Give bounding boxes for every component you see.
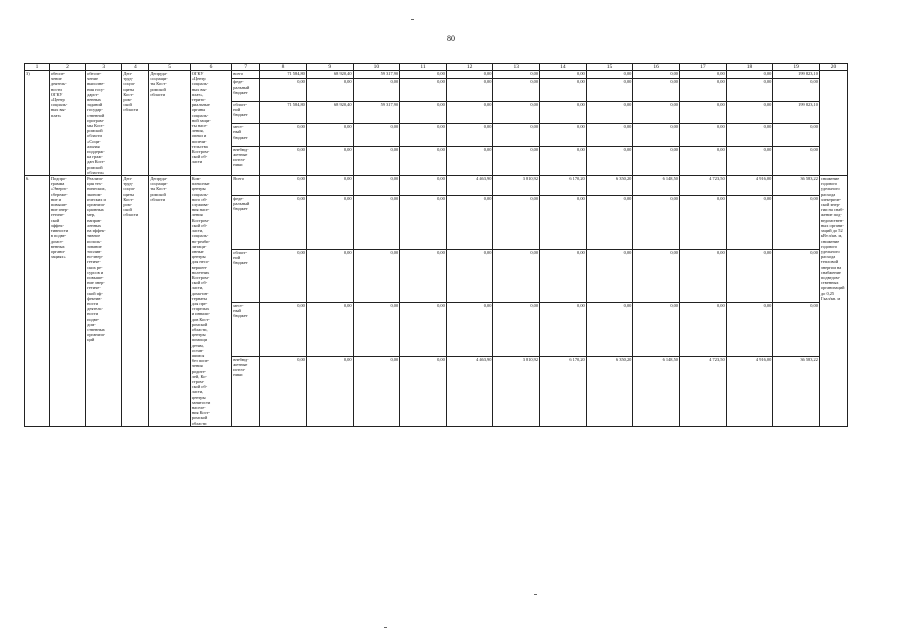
column-number: 14 bbox=[540, 64, 587, 71]
cell-text: Деп- труд- соцза- щиты Кост- ром- ской области bbox=[123, 71, 139, 113]
amount-cell: 0,00 bbox=[680, 249, 727, 303]
amount-cell: 0,00 bbox=[400, 124, 447, 146]
column-number: 7 bbox=[232, 64, 260, 71]
amount-cell: 0,00 bbox=[680, 79, 727, 101]
amount-cell: 6 170,20 bbox=[540, 356, 587, 426]
cell-text: Реализа- ция тех- нических, эконом- ических и организа- ционных мер, направ- ленных на эффек- тивное исполь- зование топлив- но-энер- гетиче- ских ре- сурсов и повыше- ние энер- гетиче- ской эф- фектив- ности деятель- ности подве- дом- ственных организа- ций bbox=[87, 176, 106, 343]
row3-result-cell bbox=[819, 71, 847, 176]
amount-cell: 4 463,90 bbox=[446, 176, 493, 196]
amount-cell: 0,00 bbox=[726, 196, 773, 250]
amount-cell: 199 823,10 bbox=[773, 71, 820, 79]
amount-cell: 0,00 bbox=[680, 124, 727, 146]
amount-cell: 0,00 bbox=[680, 303, 727, 357]
scan-mark bbox=[534, 594, 537, 595]
amount-cell: 0,00 bbox=[260, 79, 307, 101]
row6-num-cell bbox=[25, 176, 50, 427]
amount-cell: 0,00 bbox=[773, 79, 820, 101]
page-number: 80 bbox=[447, 34, 455, 43]
amount-cell: 0,00 bbox=[446, 249, 493, 303]
amount-cell: 59 317,90 bbox=[353, 101, 400, 123]
amount-cell: 68 920,40 bbox=[306, 101, 353, 123]
amount-cell: 0,00 bbox=[400, 196, 447, 250]
amount-cell: 0,00 bbox=[633, 146, 680, 175]
amount-cell: 0,00 bbox=[633, 79, 680, 101]
amount-cell: 0,00 bbox=[446, 101, 493, 123]
amount-cell: 0,00 bbox=[586, 249, 633, 303]
funding-source-label bbox=[232, 101, 260, 123]
amount-cell: 0,00 bbox=[680, 101, 727, 123]
amount-cell: 0,00 bbox=[306, 356, 353, 426]
cell-text: ОГКУ «Центр социаль- ных вы- плат», терито- риальные органы социаль- ной защи- ты насе- ления, опеки и попечи- тельства Костром- ской об- ласти bbox=[191, 71, 211, 165]
amount-cell: 0,00 bbox=[306, 146, 353, 175]
amount-cell: 0,00 bbox=[493, 196, 540, 250]
amount-cell: 0,00 bbox=[586, 196, 633, 250]
amount-cell: 0,00 bbox=[306, 249, 353, 303]
cell-text: мест- ный бюджет bbox=[233, 303, 248, 319]
amount-cell: 0,00 bbox=[540, 71, 587, 79]
amount-cell: 0,00 bbox=[540, 196, 587, 250]
amount-cell: 0,00 bbox=[400, 249, 447, 303]
amount-cell: 0,00 bbox=[586, 79, 633, 101]
column-number-row bbox=[25, 64, 848, 71]
amount-cell: 0,00 bbox=[353, 176, 400, 196]
amount-cell: 0,00 bbox=[493, 303, 540, 357]
cell-text: внебюд- жетные источ- ники bbox=[233, 356, 249, 378]
amount-cell: 0,00 bbox=[726, 101, 773, 123]
column-number: 5 bbox=[149, 64, 190, 71]
column-number: 18 bbox=[726, 64, 773, 71]
cell-text: Депруда- соцзащи- ты Кост- ромской области bbox=[150, 176, 168, 202]
amount-cell: 0,00 bbox=[680, 146, 727, 175]
amount-cell: 0,00 bbox=[493, 71, 540, 79]
cell-text: 6. bbox=[26, 176, 30, 182]
column-number: 20 bbox=[819, 64, 847, 71]
cell-text: всего bbox=[233, 71, 244, 76]
row6-c5-cell bbox=[149, 176, 190, 427]
amount-cell: 0,00 bbox=[400, 79, 447, 101]
row3-c6-cell bbox=[190, 71, 231, 176]
row6-c6-cell bbox=[190, 176, 231, 427]
funding-source-label bbox=[232, 249, 260, 303]
funding-source-label bbox=[232, 146, 260, 175]
column-number: 17 bbox=[680, 64, 727, 71]
column-number: 2 bbox=[49, 64, 85, 71]
funding-source-label bbox=[232, 303, 260, 357]
column-number: 10 bbox=[353, 64, 400, 71]
amount-cell: 0,00 bbox=[633, 71, 680, 79]
amount-cell: 0,00 bbox=[260, 356, 307, 426]
program-table bbox=[24, 63, 848, 427]
amount-cell: 0,00 bbox=[446, 146, 493, 175]
cell-text: феде- ральный бюджет bbox=[233, 79, 250, 95]
funding-source-label bbox=[232, 176, 260, 196]
amount-cell: 0,00 bbox=[633, 249, 680, 303]
amount-cell: 59 317,90 bbox=[353, 71, 400, 79]
amount-cell: 0,00 bbox=[400, 176, 447, 196]
amount-cell: 0,00 bbox=[446, 79, 493, 101]
table-row bbox=[25, 176, 848, 196]
amount-cell: 0,00 bbox=[586, 303, 633, 357]
row6-c4-cell bbox=[122, 176, 149, 427]
column-number: 8 bbox=[260, 64, 307, 71]
amount-cell: 6 148,50 bbox=[633, 356, 680, 426]
column-number: 16 bbox=[633, 64, 680, 71]
amount-cell: 0,00 bbox=[446, 303, 493, 357]
amount-cell: 0,00 bbox=[773, 249, 820, 303]
column-number: 19 bbox=[773, 64, 820, 71]
amount-cell: 0,00 bbox=[586, 124, 633, 146]
amount-cell: 0,00 bbox=[353, 146, 400, 175]
row3-c4-cell bbox=[122, 71, 149, 176]
cell-text: мест- ный бюджет bbox=[233, 124, 248, 140]
amount-cell: 0,00 bbox=[306, 124, 353, 146]
funding-source-label bbox=[232, 196, 260, 250]
amount-cell: 0,00 bbox=[306, 79, 353, 101]
amount-cell: 0,00 bbox=[260, 124, 307, 146]
amount-cell: 68 920,40 bbox=[306, 71, 353, 79]
row3-c3-cell bbox=[86, 71, 122, 176]
cell-text: област- ной бюджет bbox=[233, 249, 248, 265]
amount-cell: 0,00 bbox=[726, 79, 773, 101]
amount-cell: 0,00 bbox=[773, 146, 820, 175]
column-number: 11 bbox=[400, 64, 447, 71]
amount-cell: 0,00 bbox=[400, 356, 447, 426]
amount-cell: 0,00 bbox=[493, 146, 540, 175]
amount-cell: 0,00 bbox=[773, 196, 820, 250]
amount-cell: 0,00 bbox=[726, 146, 773, 175]
amount-cell: 0,00 bbox=[726, 303, 773, 357]
amount-cell: 0,00 bbox=[353, 356, 400, 426]
funding-source-label bbox=[232, 71, 260, 79]
amount-cell: 4 723,50 bbox=[680, 356, 727, 426]
amount-cell: 0,00 bbox=[306, 196, 353, 250]
amount-cell: 6 148,50 bbox=[633, 176, 680, 196]
amount-cell: 0,00 bbox=[353, 124, 400, 146]
amount-cell: 0,00 bbox=[540, 249, 587, 303]
amount-cell: 0,00 bbox=[680, 71, 727, 79]
column-number: 15 bbox=[586, 64, 633, 71]
amount-cell: 0,00 bbox=[260, 146, 307, 175]
cell-text: област- ной бюджет bbox=[233, 101, 248, 118]
amount-cell: 0,00 bbox=[306, 303, 353, 357]
amount-cell: 0,00 bbox=[493, 124, 540, 146]
cell-text: Депруда- соцзащи- ты Кост- ромской области bbox=[150, 71, 168, 97]
amount-cell: 0,00 bbox=[446, 71, 493, 79]
amount-cell: 0,00 bbox=[493, 249, 540, 303]
amount-cell: 0,00 bbox=[726, 124, 773, 146]
amount-cell: 0,00 bbox=[260, 196, 307, 250]
amount-cell: 0,00 bbox=[633, 303, 680, 357]
cell-text: 3) bbox=[26, 71, 30, 76]
amount-cell: 36 583,22 bbox=[773, 356, 820, 426]
cell-text: обеспе- чение выполне- ния госу- дарст- венных заданий государ- ственной програм- мы Кост- ромской области «Соци- альная поддерж- ка граж- дан Кост- ромской области» bbox=[87, 71, 106, 175]
amount-cell: 0,00 bbox=[540, 124, 587, 146]
cell-text: феде- ральный бюджет bbox=[233, 196, 250, 212]
amount-cell: 4 463,90 bbox=[446, 356, 493, 426]
amount-cell: 0,00 bbox=[540, 303, 587, 357]
amount-cell: 0,00 bbox=[446, 196, 493, 250]
amount-cell: 0,00 bbox=[353, 196, 400, 250]
amount-cell: 0,00 bbox=[400, 146, 447, 175]
row3-c5-cell bbox=[149, 71, 190, 176]
amount-cell: 71 584,80 bbox=[260, 101, 307, 123]
funding-source-label bbox=[232, 79, 260, 101]
row6-c2-cell bbox=[49, 176, 85, 427]
column-number: 13 bbox=[493, 64, 540, 71]
amount-cell: 4 723,50 bbox=[680, 176, 727, 196]
amount-cell: 0,00 bbox=[353, 303, 400, 357]
scan-mark bbox=[411, 19, 414, 20]
amount-cell: 0,00 bbox=[680, 196, 727, 250]
column-number: 12 bbox=[446, 64, 493, 71]
column-number: 1 bbox=[25, 64, 50, 71]
amount-cell: 4 916,00 bbox=[726, 176, 773, 196]
cell-text: Подпро- грамма «Энерго- сбереже- ние и повыше- ние энер- гетиче- ской эффек- тивности в подве- домст- венных органи- зациях» bbox=[50, 176, 69, 260]
amount-cell: 0,00 bbox=[400, 303, 447, 357]
amount-cell: 6 350,20 bbox=[586, 356, 633, 426]
column-number: 9 bbox=[306, 64, 353, 71]
amount-cell: 0,00 bbox=[493, 79, 540, 101]
amount-cell: 0,00 bbox=[586, 146, 633, 175]
amount-cell: 0,00 bbox=[260, 249, 307, 303]
amount-cell: 3 810,92 bbox=[493, 176, 540, 196]
row3-c2-cell bbox=[49, 71, 85, 176]
amount-cell: 0,00 bbox=[633, 124, 680, 146]
amount-cell: 0,00 bbox=[633, 101, 680, 123]
cell-text: снижение годового удельного расхода электриче- ской энер- гии на снаб- жение под- ведомствен- ных органи- заций до 52 кВт.ч/кв. м, снижение годового удельного расхода тепловой энергии на снабжение подведом- ственных организаций до 0,25 Гкал/кв. м bbox=[820, 176, 845, 301]
amount-cell: 0,00 bbox=[540, 79, 587, 101]
amount-cell: 0,00 bbox=[773, 124, 820, 146]
row6-result-cell bbox=[819, 176, 847, 427]
amount-cell: 199 823,10 bbox=[773, 101, 820, 123]
amount-cell: 6 350,20 bbox=[586, 176, 633, 196]
amount-cell: 0,00 bbox=[446, 124, 493, 146]
amount-cell: 0,00 bbox=[260, 176, 307, 196]
amount-cell: 0,00 bbox=[540, 101, 587, 123]
scan-mark bbox=[384, 627, 387, 628]
amount-cell: 0,00 bbox=[306, 176, 353, 196]
cell-text: Ком- плексные центры социаль- ного об- служива- ния насе- ления Костром- ской об- ласти, социаль- но-реаби- литаци- онные центры для несо- вершен- нолетних Костром- ской об- ласти, дома-ин- тернаты для пре- старелых и инвали- дов Кост- ромской области, центры помощи детям, остав- шимся без попе- чения родите- лей, Ко- стром- ской об- ласти, центры занятости населе- ния Кост- ромской области bbox=[191, 176, 211, 426]
amount-cell: 0,00 bbox=[400, 101, 447, 123]
table-row bbox=[25, 71, 848, 79]
amount-cell: 4 916,00 bbox=[726, 356, 773, 426]
amount-cell: 0,00 bbox=[400, 71, 447, 79]
column-number: 6 bbox=[190, 64, 231, 71]
amount-cell: 6 170,20 bbox=[540, 176, 587, 196]
amount-cell: 0,00 bbox=[260, 303, 307, 357]
column-number: 4 bbox=[122, 64, 149, 71]
row3-num-cell bbox=[25, 71, 50, 176]
cell-text: обеспе- чение деятель- ности ОГКУ «Центр социаль- ных вы- плат» bbox=[50, 71, 68, 118]
amount-cell: 0,00 bbox=[586, 101, 633, 123]
row6-c3-cell bbox=[86, 176, 122, 427]
amount-cell: 0,00 bbox=[726, 249, 773, 303]
amount-cell: 0,00 bbox=[726, 71, 773, 79]
amount-cell: 0,00 bbox=[353, 79, 400, 101]
funding-source-label bbox=[232, 356, 260, 426]
amount-cell: 0,00 bbox=[633, 196, 680, 250]
amount-cell: 0,00 bbox=[540, 146, 587, 175]
amount-cell: 36 583,22 bbox=[773, 176, 820, 196]
amount-cell: 3 810,92 bbox=[493, 356, 540, 426]
column-number: 3 bbox=[86, 64, 122, 71]
funding-source-label bbox=[232, 124, 260, 146]
amount-cell: 0,00 bbox=[586, 71, 633, 79]
cell-text: Деп- труд- соцза- щиты Кост- ром- ской области bbox=[123, 176, 139, 218]
cell-text: внебюд- жетные источ- ники bbox=[233, 146, 249, 168]
amount-cell: 0,00 bbox=[773, 303, 820, 357]
amount-cell: 71 584,80 bbox=[260, 71, 307, 79]
cell-text: Всего bbox=[233, 176, 245, 182]
amount-cell: 0,00 bbox=[353, 249, 400, 303]
amount-cell: 0,00 bbox=[493, 101, 540, 123]
